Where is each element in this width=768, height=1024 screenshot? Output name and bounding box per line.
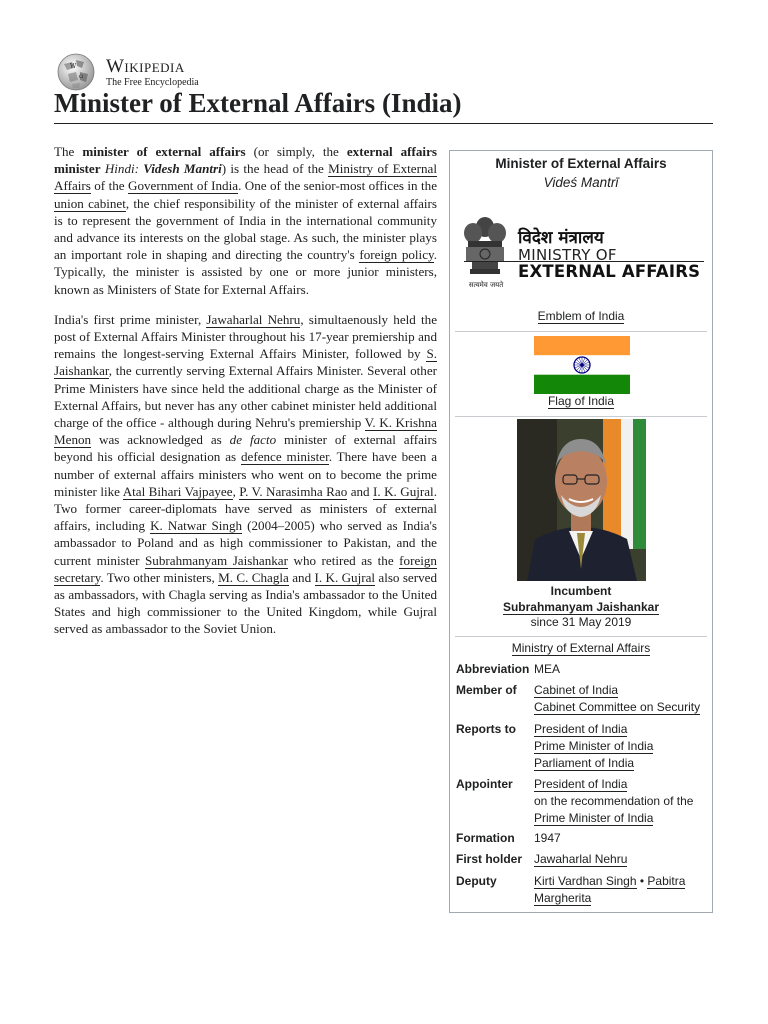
incumbent-label: Incumbent: [550, 584, 612, 598]
text: . Typically, the minister is assisted by one or more junior ministers, known as Ministers of State for External Affairs.: [54, 247, 437, 297]
paragraph-1: [54, 143, 437, 298]
link-appointer-president[interactable]: President of India: [534, 777, 628, 791]
link-mc-chagla[interactable]: M. C. Chagla: [218, 569, 289, 585]
infobox-title: Minister of External Affairs: [495, 156, 667, 171]
formation-value: 1947: [534, 831, 561, 845]
row-abbreviation: [456, 661, 708, 678]
text: , the chief responsibility of the minister of external affairs is to represent the government of India in the international community and advance its interests on the global stage. As such, the minister plays an important role in shaping and directing the country's: [54, 195, 437, 263]
link-ministry-of-external-affairs[interactable]: Ministry of External Affairs: [54, 161, 437, 194]
wordmark-tagline: The Free Encyclopedia: [106, 76, 199, 88]
link-ik-gujral[interactable]: I. K. Gujral: [373, 483, 434, 499]
row-label: Abbreviation: [456, 662, 530, 676]
bold-term: external affairs minister: [54, 144, 437, 177]
flag-of-india-image[interactable]: [534, 336, 630, 394]
bold-italic-term: Videsh Mantri: [143, 161, 222, 177]
row-value: [534, 661, 708, 678]
link-foreign-policy[interactable]: foreign policy: [359, 247, 434, 263]
emblem-caption-wrap: [450, 309, 712, 323]
row-value: [534, 682, 708, 716]
italic-text: Hindi:: [104, 161, 139, 177]
row-label: Appointer: [456, 777, 513, 791]
row-value: [534, 830, 708, 847]
row-label: Reports to: [456, 722, 516, 736]
infobox-subtitle: Videś Mantrī: [543, 175, 619, 190]
text: ) is the head of the: [221, 161, 329, 177]
ministry-emblem[interactable]: [460, 213, 705, 295]
row-deputy: [456, 873, 708, 907]
bold-term: minister of external affairs: [82, 144, 246, 159]
svg-text:W: W: [70, 63, 77, 70]
emblem-line-2: EXTERNAL AFFAIRS: [518, 262, 701, 281]
link-ik-gujral-2[interactable]: I. K. Gujral: [314, 569, 376, 585]
text: . There have been a number of external affairs ministers who went on to become the prime minister like: [54, 449, 438, 499]
link-cabinet-of-india[interactable]: Cabinet of India: [534, 683, 619, 697]
appointer-note: on the recommendation of the: [534, 794, 694, 808]
text: also served as ambassadors, with Chagla serving as India's ambassador to the United States and high commissioner to the United Kingdom, while Gujral served as ambassador to the Soviet Union.: [54, 569, 438, 637]
row-member-of: [456, 682, 708, 716]
row-label: Deputy: [456, 874, 497, 888]
text: minister of external affairs beyond his official designation as: [54, 432, 437, 465]
incumbent-name-wrap: [450, 600, 712, 614]
italic-text: de facto: [229, 432, 277, 448]
link-s-jaishankar[interactable]: S. Jaishankar: [54, 346, 437, 379]
link-subrahmanyam-jaishankar[interactable]: Subrahmanyam Jaishankar: [145, 552, 288, 568]
link-president-of-india[interactable]: President of India: [534, 722, 628, 736]
text: India's first prime minister,: [54, 311, 207, 327]
row-reports-to: [456, 721, 708, 772]
text: . One of the senior-most offices in the: [238, 178, 438, 194]
link-vk-krishna-menon[interactable]: V. K. Krishna Menon: [54, 415, 437, 448]
link-ministry-header[interactable]: Ministry of External Affairs: [511, 641, 651, 655]
link-jawaharlal-nehru[interactable]: Jawaharlal Nehru: [206, 311, 301, 327]
row-value: [534, 873, 708, 907]
row-value: [534, 851, 708, 868]
link-pv-narasimha-rao[interactable]: P. V. Narasimha Rao: [239, 483, 348, 499]
link-emblem-of-india[interactable]: Emblem of India: [537, 309, 625, 323]
text: , the currently serving External Affairs Minister. Several other Prime Ministers have since held the additional charge as the Minister of External Affairs, but never has any other cabinet minister held additional charge of the office - although during Nehru's premiership: [54, 363, 437, 431]
divider: [455, 636, 707, 637]
text: was acknowledged as: [91, 432, 230, 448]
svg-text:Ω: Ω: [79, 74, 84, 80]
text: (2004–2005) who served as India's ambassador to Poland and as high commissioner to Pakistan, and the current minister: [54, 518, 438, 568]
wikipedia-globe-logo[interactable]: [54, 52, 98, 92]
row-label: Member of: [456, 683, 517, 697]
text: , simultaenously held the post of External Affairs Minister throughout his 17-year premiership and remains the longest-serving External Affairs Minister, followed by: [54, 311, 438, 362]
link-kirti-vardhan-singh[interactable]: Kirti Vardhan Singh: [534, 874, 637, 888]
infobox: [449, 150, 713, 913]
text: who retired as the: [287, 552, 400, 568]
page-title: Minister of External Affairs (India): [54, 88, 713, 124]
ministry-header-wrap: [450, 641, 712, 655]
wordmark-name: Wikipedia: [106, 55, 185, 77]
link-union-cabinet[interactable]: union cabinet: [54, 195, 126, 211]
text: (or simply, the: [245, 144, 347, 159]
link-government-of-india[interactable]: Government of India: [127, 178, 239, 194]
incumbent-since: since 31 May 2019: [530, 615, 632, 629]
emblem-hindi-name: विदेश मंत्रालय: [518, 228, 604, 248]
emblem-line-1: MINISTRY OF: [518, 246, 617, 264]
link-foreign-secretary[interactable]: foreign secretary: [54, 552, 437, 585]
abbreviation-value: MEA: [534, 662, 561, 676]
text: . Two other ministers,: [100, 569, 219, 585]
row-value: [534, 776, 708, 827]
site-header: [54, 52, 199, 92]
text: . Two former career-diplomats have served as ministers of external affairs, including: [54, 483, 437, 534]
row-label: First holder: [456, 852, 523, 866]
link-incumbent-name[interactable]: Subrahmanyam Jaishankar: [502, 600, 660, 614]
row-appointer: [456, 776, 708, 827]
link-k-natwar-singh[interactable]: K. Natwar Singh: [150, 518, 243, 534]
incumbent-portrait[interactable]: [517, 419, 646, 581]
bullet-separator: •: [639, 874, 645, 888]
text: ,: [232, 483, 240, 499]
link-parliament-of-india[interactable]: Parliament of India: [534, 756, 635, 770]
wikipedia-wordmark: [106, 57, 199, 88]
divider: [455, 331, 707, 332]
link-flag-of-india[interactable]: Flag of India: [547, 394, 615, 408]
text: of the: [90, 178, 128, 194]
emblem-motto: सत्यमेव जयते: [468, 281, 504, 289]
row-first-holder: [456, 851, 708, 868]
link-first-holder[interactable]: Jawaharlal Nehru: [534, 852, 628, 866]
row-label: Formation: [456, 831, 515, 845]
row-formation: [456, 830, 708, 847]
divider: [455, 416, 707, 417]
text: The: [54, 144, 83, 159]
article-body: [54, 143, 437, 651]
text: and: [347, 483, 374, 499]
link-prime-minister-of-india[interactable]: Prime Minister of India: [534, 739, 654, 753]
row-value: [534, 721, 708, 772]
link-pabitra-margherita[interactable]: Pabitra Margherita: [534, 874, 686, 905]
paragraph-2: [54, 311, 437, 638]
link-cabinet-committee-on-security[interactable]: Cabinet Committee on Security: [534, 700, 701, 714]
link-atal-bihari-vajpayee[interactable]: Atal Bihari Vajpayee: [122, 483, 233, 499]
link-appointer-prime-minister[interactable]: Prime Minister of India: [534, 811, 654, 825]
link-defence-minister[interactable]: defence minister: [240, 449, 329, 465]
flag-caption-wrap: [450, 394, 712, 408]
text: and: [288, 569, 315, 585]
